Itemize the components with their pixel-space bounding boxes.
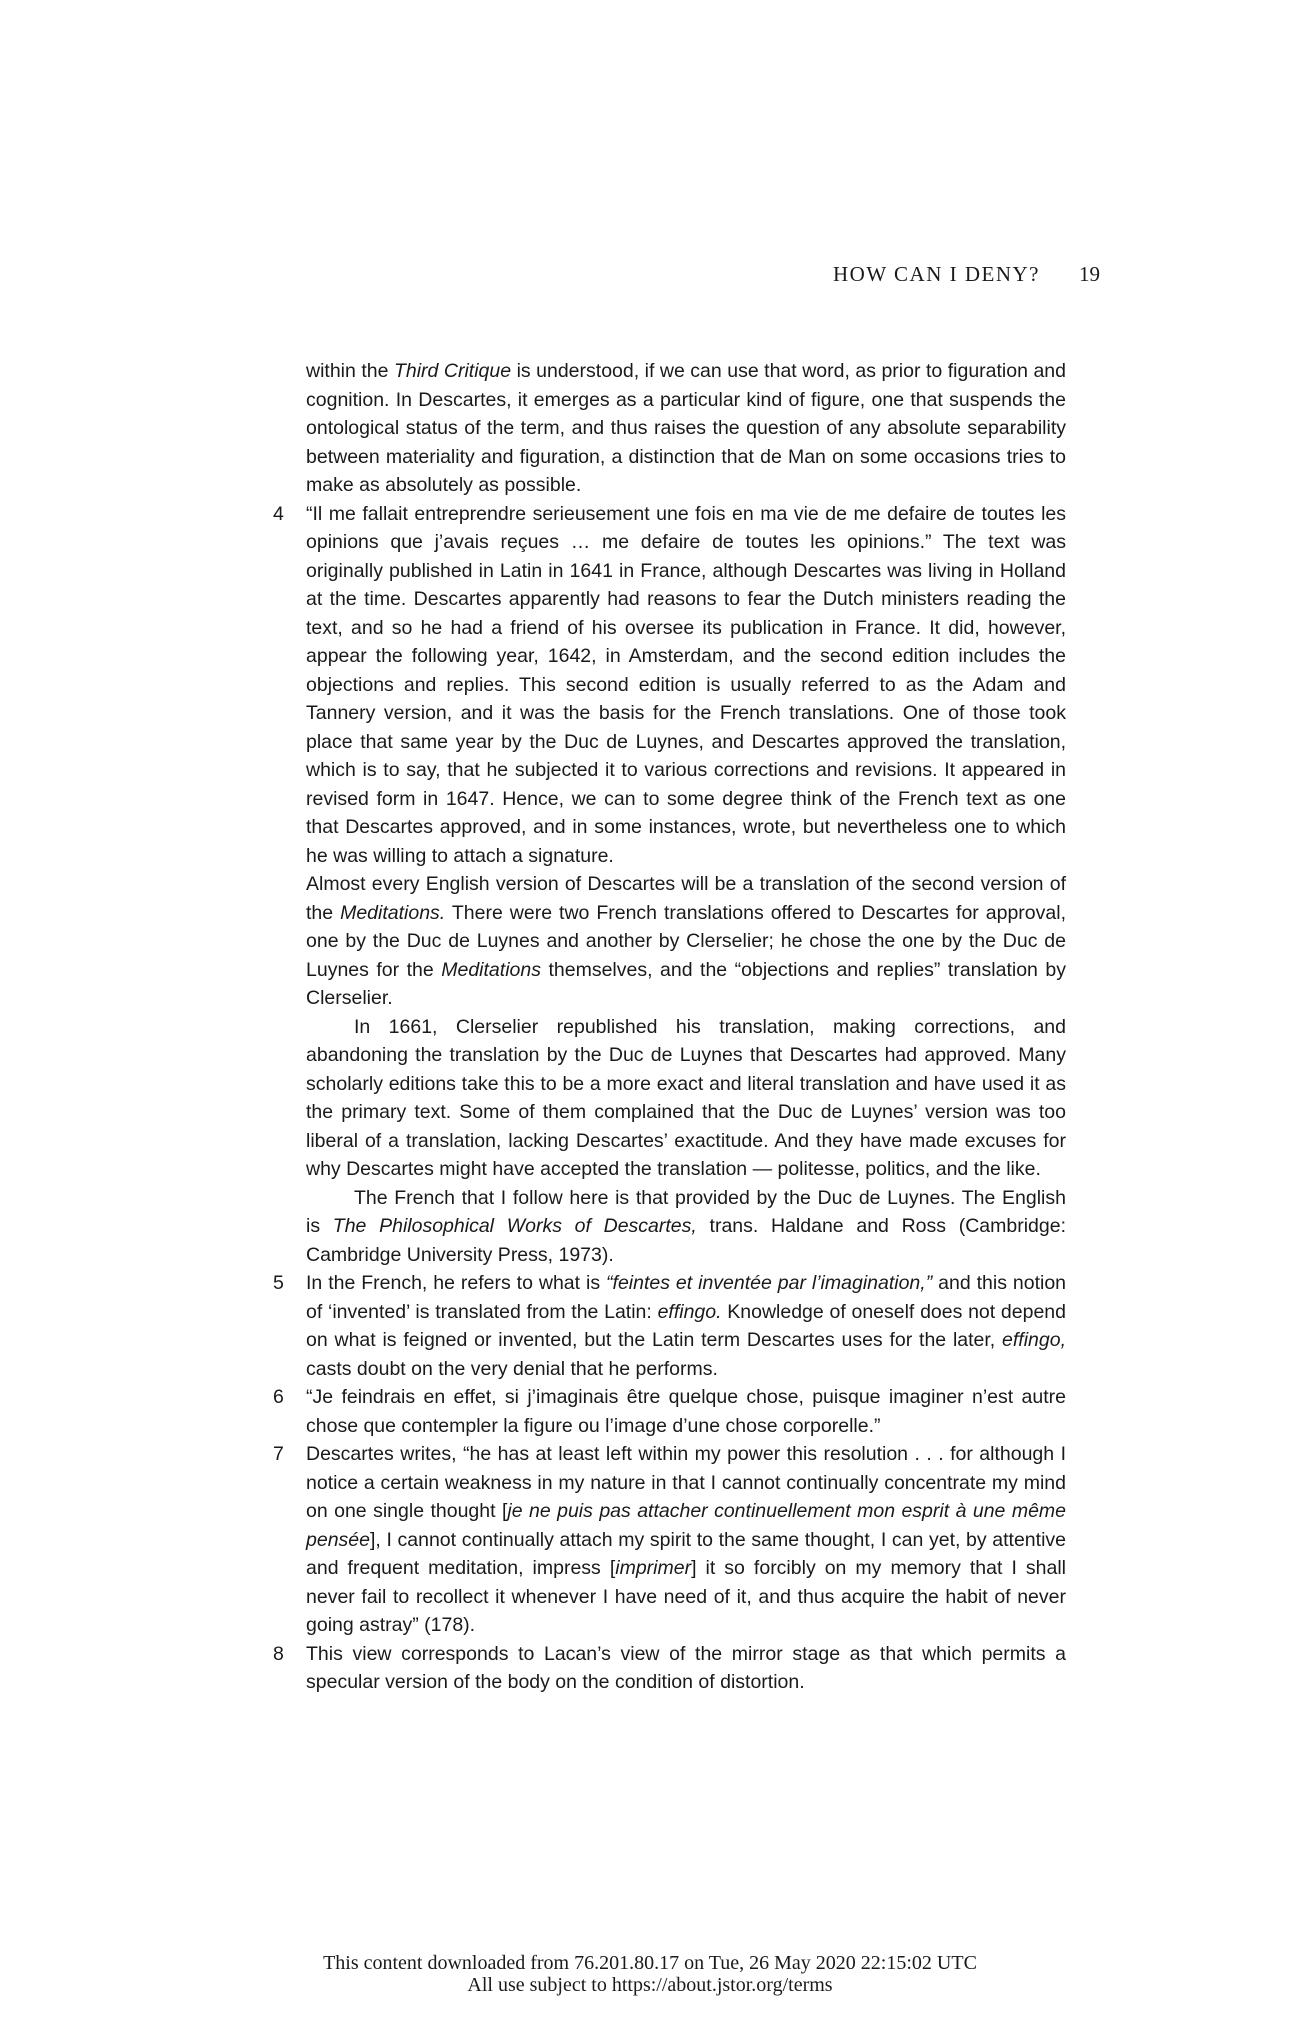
text-run: within the xyxy=(306,360,394,382)
italic-text: je ne puis pas attacher continuellement mon esprit à une même pensée xyxy=(306,1500,1067,1551)
text-run: ], I cannot continually attach my spirit to the same thought, I can yet, by attentive and frequent meditation, impress [ xyxy=(306,1528,1066,1579)
text-run: Knowledge of oneself does not depend on what is feigned or invented, but the Latin term Descartes uses for the later, xyxy=(306,1300,1066,1351)
italic-text: imprimer xyxy=(615,1557,692,1579)
endnotes xyxy=(273,357,1067,1697)
italic-text: “feintes et inventée par l’imagination,” xyxy=(606,1272,933,1294)
endnote-paragraph xyxy=(306,1013,1066,1184)
endnote xyxy=(273,1640,1066,1697)
endnote-paragraph xyxy=(306,357,1066,500)
text-run: themselves, and the “objections and replies” translation by Clerselier. xyxy=(306,958,1066,1009)
text-run: is understood, if we can use that word, as prior to figuration and cognition. In Descartes, it emerges as a particular kind of figure, one that suspends the ontological status of the term, and thus raises the question of any absolute separability between materiality and figuration, a distinction that de Man on some occasions tries to make as absolutely as possible. xyxy=(306,360,1066,496)
italic-text: effingo. xyxy=(657,1300,722,1323)
endnote-paragraph xyxy=(306,1640,1066,1697)
italic-text: effingo, xyxy=(1002,1329,1066,1351)
endnote xyxy=(273,500,1067,1270)
running-head: HOW CAN I DENY? xyxy=(833,262,1040,286)
page-number: 19 xyxy=(1079,262,1100,286)
text-run: “Je feindrais en effet, si j’imaginais être quelque chose, puisque imaginer n’est autre chose que contempler la figure ou l’image d’une chose corporelle.” xyxy=(306,1386,1066,1437)
text-run: ] it so forcibly on my memory that I shall never fail to recollect it whenever I have need of it, and thus acquire the habit of never going astray” (178). xyxy=(306,1557,1066,1636)
text-run: casts doubt on the very denial that he performs. xyxy=(306,1357,718,1380)
endnote xyxy=(306,357,1066,500)
italic-text: The Philosophical Works of Descartes, xyxy=(332,1215,697,1237)
italic-text: Meditations. xyxy=(340,901,446,924)
endnote-paragraph xyxy=(306,1440,1066,1640)
text-run: Descartes writes, “he has at least left within my power this resolution . . . for although I notice a certain weakness in my nature in that I cannot continually concentrate my mind on one single thought [ xyxy=(306,1443,1066,1522)
endnote xyxy=(273,1383,1066,1440)
text-run: There were two French translations offered to Descartes for approval, one by the Duc de Luynes and another by Clerselier; he chose the one by the Duc de Luynes for the xyxy=(306,901,1066,981)
download-notice: This content downloaded from 76.201.80.17 on Tue, 26 May 2020 22:15:02 UTC xyxy=(323,1952,977,1974)
endnote-number: 4 xyxy=(273,502,284,525)
italic-text: Meditations xyxy=(441,958,541,981)
text-run: trans. Haldane and Ross (Cambridge: Cambridge University Press, 1973). xyxy=(306,1215,1067,1266)
endnote-paragraph xyxy=(306,1184,1066,1270)
text-run: In 1661, Clerselier republished his translation, making corrections, and abandoning the translation by the Duc de Luynes that Descartes had approved. Many scholarly editions take this to be a more exact and literal translation and have used it as the primary text. Some of them complained that the Duc de Luynes’ version was too liberal of a translation, lacking Descartes’ exactitude. And they have made excuses for why Descartes might have accepted the translation — politesse, politics, and the like. xyxy=(306,1015,1066,1180)
endnote-paragraph xyxy=(306,500,1066,871)
endnote-number: 7 xyxy=(273,1443,284,1465)
page-header xyxy=(300,262,1100,292)
text-run: “Il me fallait entreprendre serieusement une fois en ma vie de me defaire de toutes les opinions que j’avais reçues … me defaire de toutes les opinions.” The text was originally published in Latin in 1641 in France, although Descartes was living in Holland at the time. Descartes apparently had reasons to fear the Dutch ministers reading the text, and so he had a friend of his oversee its publication in France. It did, however, appear the following year, 1642, in Amsterdam, and the second edition includes the objections and replies. This second edition is usually referred to as the Adam and Tannery version, and it was the basis for the French translations. One of those took place that same year by the Duc de Luynes, and Descartes approved the translation, which is to say, that he subjected it to various corrections and revisions. It appeared in revised form in 1647. Hence, we can to some degree think of the French text as one that Descartes approved, and in some instances, wrote, but nevertheless one to which he was willing to attach a signature. xyxy=(306,502,1066,867)
text-run: This view corresponds to Lacan’s view of the mirror stage as that which permits a specular version of the body on the condition of distortion. xyxy=(306,1642,1066,1693)
endnote-paragraph xyxy=(306,1269,1066,1383)
endnote-number: 6 xyxy=(273,1386,284,1408)
terms-notice: All use subject to https://about.jstor.org/terms xyxy=(467,1974,833,1996)
text-run: Almost every English version of Descartes will be a translation of the second version of the xyxy=(306,873,1066,924)
endnote-paragraph xyxy=(306,870,1066,1013)
text-run: The French that I follow here is that provided by the Duc de Luynes. The English is xyxy=(306,1186,1066,1237)
endnote-number: 8 xyxy=(273,1642,284,1665)
endnote xyxy=(273,1440,1067,1640)
text-run: In the French, he refers to what is xyxy=(306,1272,607,1294)
endnote xyxy=(273,1269,1067,1383)
endnote-paragraph xyxy=(306,1383,1066,1440)
endnote-number: 5 xyxy=(273,1272,284,1294)
italic-text: Third Critique xyxy=(393,360,512,382)
text-run: and this notion of ‘invented’ is translated from the Latin: xyxy=(306,1272,1067,1323)
